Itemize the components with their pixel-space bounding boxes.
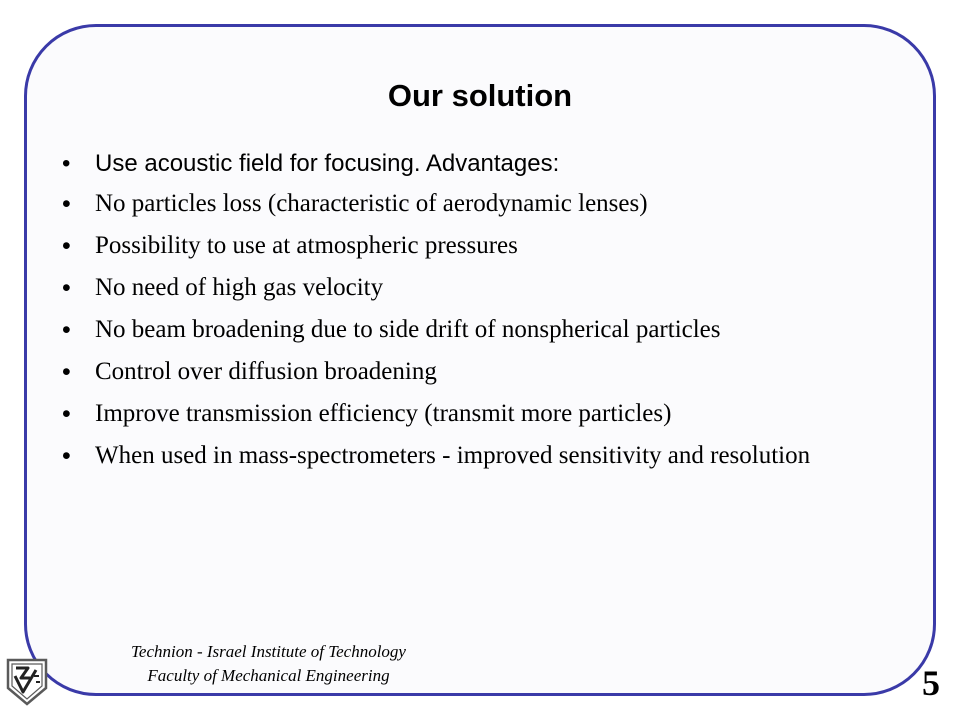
bullet-text: No beam broadening due to side drift of nonspherical particles [95, 316, 721, 343]
bullet-text: Control over diffusion broadening [95, 358, 437, 385]
bullet-item [62, 358, 912, 386]
bullet-item [62, 400, 912, 428]
bullet-text: Use acoustic field for focusing. Advantages: [95, 150, 560, 177]
technion-logo-icon [6, 658, 48, 706]
bullet-dot: • [62, 150, 71, 177]
bullet-dot: • [62, 232, 71, 260]
bullet-item [62, 150, 912, 178]
bullet-text: Improve transmission efficiency (transmit more particles) [95, 400, 672, 427]
bullet-dot: • [62, 400, 71, 428]
bullet-item [62, 274, 912, 302]
bullet-text: No particles loss (characteristic of aerodynamic lenses) [95, 190, 648, 217]
bullet-dot: • [62, 316, 71, 344]
bullet-dot: • [62, 442, 71, 470]
page-number: 5 [922, 663, 940, 703]
bullet-dot: • [62, 358, 71, 386]
bullet-text: No need of high gas velocity [95, 274, 384, 301]
bullet-list [62, 150, 912, 484]
bullet-item [62, 232, 912, 260]
bullet-text: Possibility to use at atmospheric pressures [95, 232, 518, 259]
bullet-item [62, 316, 912, 344]
bullet-dot: • [62, 190, 71, 218]
institution-footer [96, 640, 441, 688]
footer-faculty: Faculty of Mechanical Engineering [147, 666, 390, 685]
bullet-item [62, 442, 912, 470]
slide-title: Our solution [387, 78, 573, 113]
bullet-text: When used in mass-spectrometers - improved sensitivity and resolution [95, 442, 811, 469]
bullet-dot: • [62, 274, 71, 302]
footer-institution: Technion - Israel Institute of Technology [131, 642, 406, 661]
bullet-item [62, 190, 912, 218]
